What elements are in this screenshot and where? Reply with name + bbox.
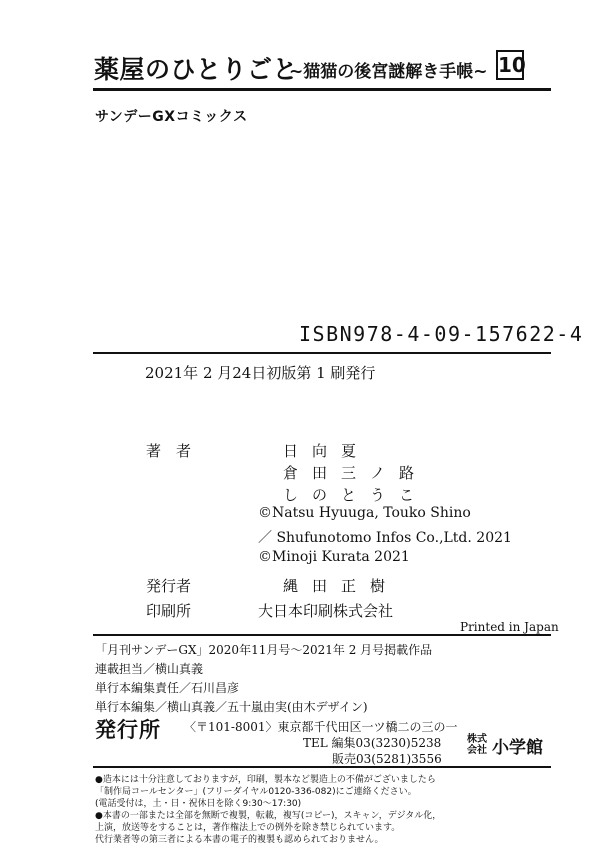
- copyright-3: ©Minoji Kurata 2021: [258, 549, 410, 565]
- printer-name: 大日本印刷株式会社: [258, 602, 394, 620]
- publisher-person: 縄田正樹: [283, 577, 400, 595]
- copyright-2: ／ Shufunotomo Infos Co.,Ltd. 2021: [258, 530, 512, 546]
- authors-label: 著 者: [146, 442, 192, 460]
- printed-in: Printed in Japan: [460, 620, 559, 634]
- author-1: 日向夏: [283, 442, 371, 460]
- serial-line-1: 「月刊サンデーGX」2020年11月号～2021年 2 月号掲載作品: [95, 643, 433, 657]
- author-2: 倉田三ノ路: [283, 464, 429, 482]
- publisher-address: 〈〒101-8001〉東京都千代田区一ツ橋二の三の一: [184, 720, 458, 734]
- title-rule: [93, 88, 551, 91]
- isbn-rule: [93, 352, 551, 354]
- serial-line-3: 単行本編集責任／石川昌彦: [95, 681, 240, 695]
- publisher-tel-edit: TEL 編集03(3230)5238: [303, 736, 442, 750]
- book-subtitle: ~猫猫の後宮謎解き手帳~: [289, 62, 488, 82]
- note-line-3: (電話受付は，土・日・祝休日を除く9:30～17:30): [95, 799, 302, 809]
- publisher-person-label: 発行者: [146, 577, 192, 595]
- publisher-name: 小学館: [492, 738, 543, 758]
- copyright-1: ©Natsu Hyuuga, Touko Shino: [258, 505, 471, 521]
- book-title: 薬屋のひとりごと: [94, 55, 299, 84]
- publisher-tel-sales: 販売03(5281)3556: [332, 752, 442, 766]
- serial-line-4: 単行本編集／横山真義／五十嵐由実(由木デザイン): [95, 700, 368, 714]
- note-line-1: ●造本には十分注意しておりますが，印刷，製本など製造上の不備がございましたら: [95, 775, 436, 785]
- credits-rule: [93, 634, 551, 636]
- imprint-label: サンデーGXコミックス: [95, 109, 248, 125]
- printer-label: 印刷所: [146, 602, 192, 620]
- kabushiki-label: 株式会社: [467, 734, 487, 756]
- note-line-2: 「制作局コールセンター」(フリーダイヤル0120-336-082)にご連絡ください。: [95, 787, 417, 797]
- isbn: ISBN978-4-09-157622-4: [299, 322, 584, 346]
- note-line-5: 上演，放送等をすることは，著作権法上での例外を除き禁じられています。: [95, 823, 401, 833]
- author-3: しのとうこ: [283, 486, 429, 504]
- publisher-label: 発行所: [95, 718, 161, 742]
- note-line-4: ●本書の一部または全部を無断で複製，転載，複写(コピー)，スキャン，デジタル化，: [95, 811, 442, 821]
- volume-number: 10: [496, 50, 524, 80]
- publish-date: 2021年 2 月24日初版第 1 刷発行: [145, 364, 376, 382]
- publisher-rule: [93, 766, 551, 768]
- note-line-6: 代行業者等の第三者による本書の電子的複製も認められておりません。: [95, 835, 384, 845]
- serial-line-2: 連載担当／横山真義: [95, 662, 204, 676]
